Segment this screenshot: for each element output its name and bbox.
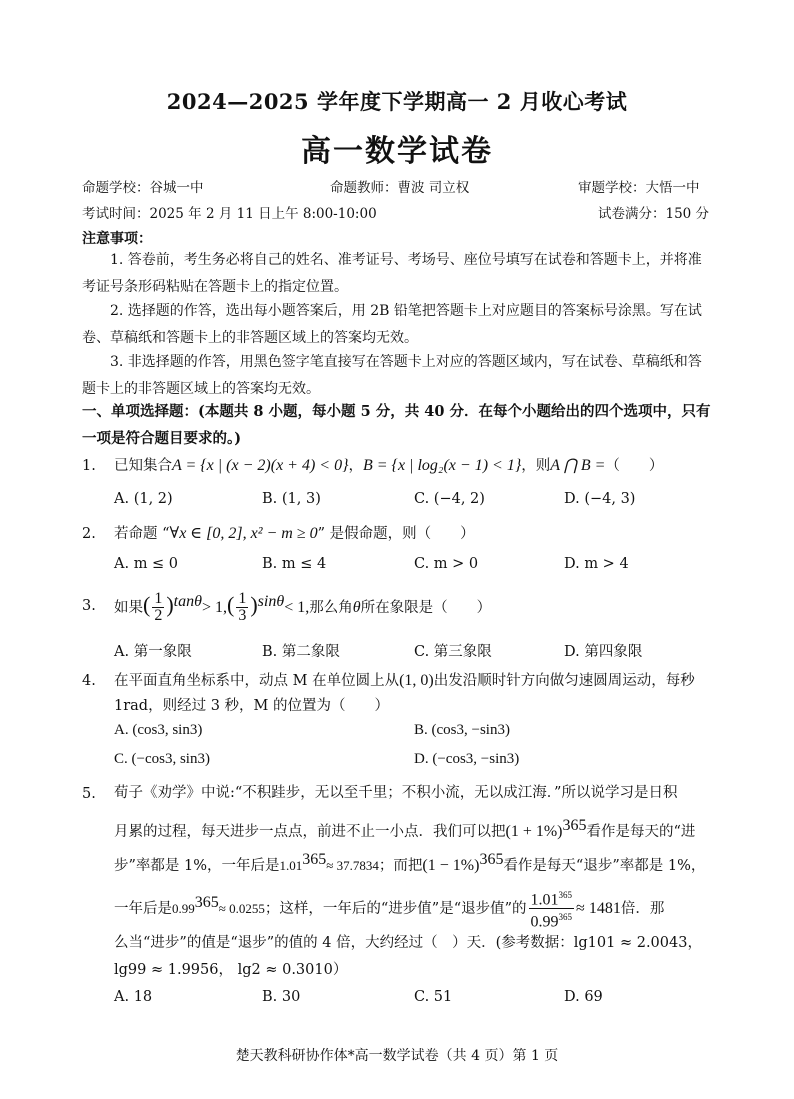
q5-ratio-den [529, 909, 575, 930]
setter-school: 命题学校：谷城一中 [82, 180, 204, 196]
q5-line-3 [114, 846, 714, 880]
q3-sup-sin: sinθ [257, 593, 285, 610]
q5-line-5: 么当“进步”的值是“退步”的值的 4 倍，大约经过（ ）天．(参考数据：lg101 ≈ 2.0043， [114, 935, 702, 951]
q3-text-b: 那么角 [309, 599, 353, 616]
q3-theta: θ [352, 598, 361, 616]
q1-set-b: B = {x | log₂(x − 1) < 1} [362, 457, 522, 474]
question-stem-2 [114, 520, 714, 548]
q5-l3-sup: 365 [302, 851, 327, 868]
q5-l3-text-a: 步”率都是 1%，一年后是 [114, 857, 280, 874]
q5-l2-text-a: 月累的过程，每天进步一点点，前进不止一小点．我们可以把 [114, 823, 506, 840]
q4-option-a: A. (cos3, sin3) [114, 722, 203, 738]
note-item-2: 2. 选择题的作答，选出每小题答案后，用 2B 铅笔把答题卡上对应题目的答案标号涂黑。写在试卷、草稿纸和答题卡上的非答题区域上的答案均无效。 [82, 303, 702, 346]
question-stem-1 [114, 452, 714, 480]
q5-line-2 [114, 812, 714, 846]
q5-l3-text-c: 看作是每天“退步”率都是 1%， [503, 857, 706, 874]
q1-expr: A ⋂ B = [550, 457, 606, 474]
q5-l3-sup2: 365 [479, 851, 504, 868]
q1-set-a: A = {x | (x − 2)(x + 4) < 0} [172, 457, 349, 474]
q3-paren-close-1: ) [166, 591, 174, 617]
question-number-1: 1. [82, 458, 96, 474]
question-stem-3 [114, 585, 714, 625]
q1-option-c: C. (−4, 2) [414, 491, 485, 507]
q1-text-a: 已知集合 [114, 458, 172, 474]
q5-option-a: A. 18 [114, 989, 153, 1005]
q4-option-d: D. (−cos3, −sin3) [414, 751, 520, 767]
q2-option-d: D. m > 4 [564, 556, 629, 572]
setter-teacher: 命题教师：曹波 司立权 [330, 180, 470, 196]
q3-paren-open-2: ( [227, 591, 235, 617]
q3-half-den: 2 [154, 607, 163, 625]
q5-ratio-den-sup: 365 [558, 912, 573, 923]
page-footer: 楚天教科研协作体*高一数学试卷（共 4 页）第 1 页 [235, 1048, 559, 1064]
q5-ratio-den-base: 0.99 [530, 913, 559, 931]
q5-line-1: 荀子《劝学》中说:“不积跬步，无以至千里；不积小流，无以成江海．”所以说学习是日积 [114, 785, 678, 801]
q5-ratio-fraction [529, 887, 575, 931]
exam-time: 考试时间：2025 年 2 月 11 日上午 8:00-10:00 [82, 206, 377, 222]
q3-paren-open-1: ( [143, 591, 151, 617]
q1-text-c: （ ） [605, 458, 664, 474]
q3-fraction-third [236, 591, 248, 624]
q5-l2-text-b: 看作是每天的“进 [586, 823, 696, 840]
q5-l3-text-b: ；而把 [378, 857, 423, 874]
q3-option-a: A. 第一象限 [114, 644, 192, 660]
q5-l3-expr2: (1 − 1%) [422, 856, 480, 874]
q4-option-c: C. (−cos3, sin3) [114, 751, 210, 767]
q3-paren-close-2: ) [250, 591, 258, 617]
q5-l2-expr: (1 + 1%) [505, 822, 563, 840]
q5-l4-expr: 0.99 [172, 900, 195, 916]
q3-option-c: C. 第三象限 [414, 644, 492, 660]
q5-l4-approx2: ≈ 1481 [576, 899, 621, 917]
question-number-2: 2. [82, 526, 96, 542]
q3-text-a: 如果 [114, 599, 143, 616]
q3-option-d: D. 第四象限 [564, 644, 643, 660]
question-stem-4-line2: 1rad，则经过 3 秒，M 的位置为（ ） [114, 698, 389, 714]
q3-text-c: 所在象限是（ ） [360, 599, 492, 616]
q5-l2-sup: 365 [562, 817, 587, 834]
q3-fraction-half [152, 591, 164, 624]
subject-title: 高一数学试卷 [301, 134, 493, 169]
q5-l4-text-a: 一年后是 [114, 900, 172, 917]
notes-heading: 注意事项： [82, 231, 152, 247]
q5-option-d: D. 69 [564, 989, 603, 1005]
q1-option-d: D. (−4, 3) [564, 491, 636, 507]
q2-option-a: A. m ≤ 0 [114, 556, 179, 572]
question-stem-4-line1 [114, 667, 714, 695]
q3-tail: < 1, [284, 598, 310, 616]
q4-text-b: 出发沿顺时针方向做匀速圆周运动，每秒 [433, 673, 695, 689]
q5-option-b: B. 30 [262, 989, 301, 1005]
q3-third-num: 1 [238, 590, 247, 608]
q2-text-a: 若命题 “ [114, 526, 170, 542]
question-number-5: 5. [82, 786, 96, 802]
section-heading: 一、单项选择题：(本题共 8 小题，每小题 5 分，共 40 分．在每个小题给出的四个选项中，只有一项是符合题目要求的。) [82, 403, 711, 447]
full-score: 试卷满分：150 分 [598, 206, 710, 222]
q5-ratio-num-base: 1.01 [530, 891, 559, 909]
q2-expr: ∀x ∈ [0, 2], x² − m ≥ 0 [169, 525, 318, 542]
q5-l3-approx: ≈ 37.7834 [326, 857, 379, 873]
q1-option-a: A. (1, 2) [114, 491, 173, 507]
question-number-3: 3. [82, 598, 96, 614]
q2-option-c: C. m > 0 [414, 556, 479, 572]
q3-sup-tan: tanθ [173, 593, 202, 610]
q2-text-b: ” 是假命题，则（ ） [317, 526, 475, 542]
q5-line-4 [114, 886, 714, 931]
q4-option-b: B. (cos3, −sin3) [414, 722, 510, 738]
note-item-1: 1. 答卷前，考生务必将自己的姓名、准考证号、考场号、座位号填写在试卷和答题卡上，并将准考证号条形码粘贴在答题卡上的指定位置。 [82, 252, 702, 295]
q5-l4-text-b: ；这样，一年后的“进步值”是“退步值”的 [264, 900, 527, 917]
q5-ratio-num-sup: 365 [558, 890, 573, 900]
q5-l3-expr: 1.01 [279, 857, 303, 873]
q3-option-b: B. 第二象限 [262, 644, 340, 660]
note-item-3: 3. 非选择题的作答，用黑色签字笔直接写在答题卡上对应的答题区域内，写在试卷、草稿纸和答题卡上的非答题区域上的答案均无效。 [82, 354, 702, 397]
question-number-4: 4. [82, 673, 96, 689]
exam-title: 2024—2025 学年度下学期高一 2 月收心考试 [166, 89, 628, 114]
q5-line-6: lg99 ≈ 1.9956， lg2 ≈ 0.3010） [114, 962, 348, 978]
q3-half-num: 1 [154, 590, 163, 608]
q4-point: (1, 0) [399, 672, 434, 689]
q1-option-b: B. (1, 3) [262, 491, 321, 507]
q3-mid: > 1, [201, 598, 227, 616]
q4-text-a: 在平面直角坐标系中，动点 M 在单位圆上从 [114, 673, 400, 689]
q5-ratio-num [529, 887, 575, 909]
q1-sep: ， [348, 458, 363, 474]
q5-option-c: C. 51 [414, 989, 453, 1005]
q3-third-den: 3 [238, 607, 247, 625]
q5-l4-text-d: 倍．那 [620, 900, 665, 917]
reviewer-school: 审题学校：大悟一中 [578, 180, 700, 196]
q2-option-b: B. m ≤ 4 [262, 556, 327, 572]
q1-text-b: ，则 [521, 458, 551, 474]
q5-l4-approx: ≈ 0.0255 [218, 900, 265, 916]
q5-l4-sup: 365 [194, 894, 219, 911]
